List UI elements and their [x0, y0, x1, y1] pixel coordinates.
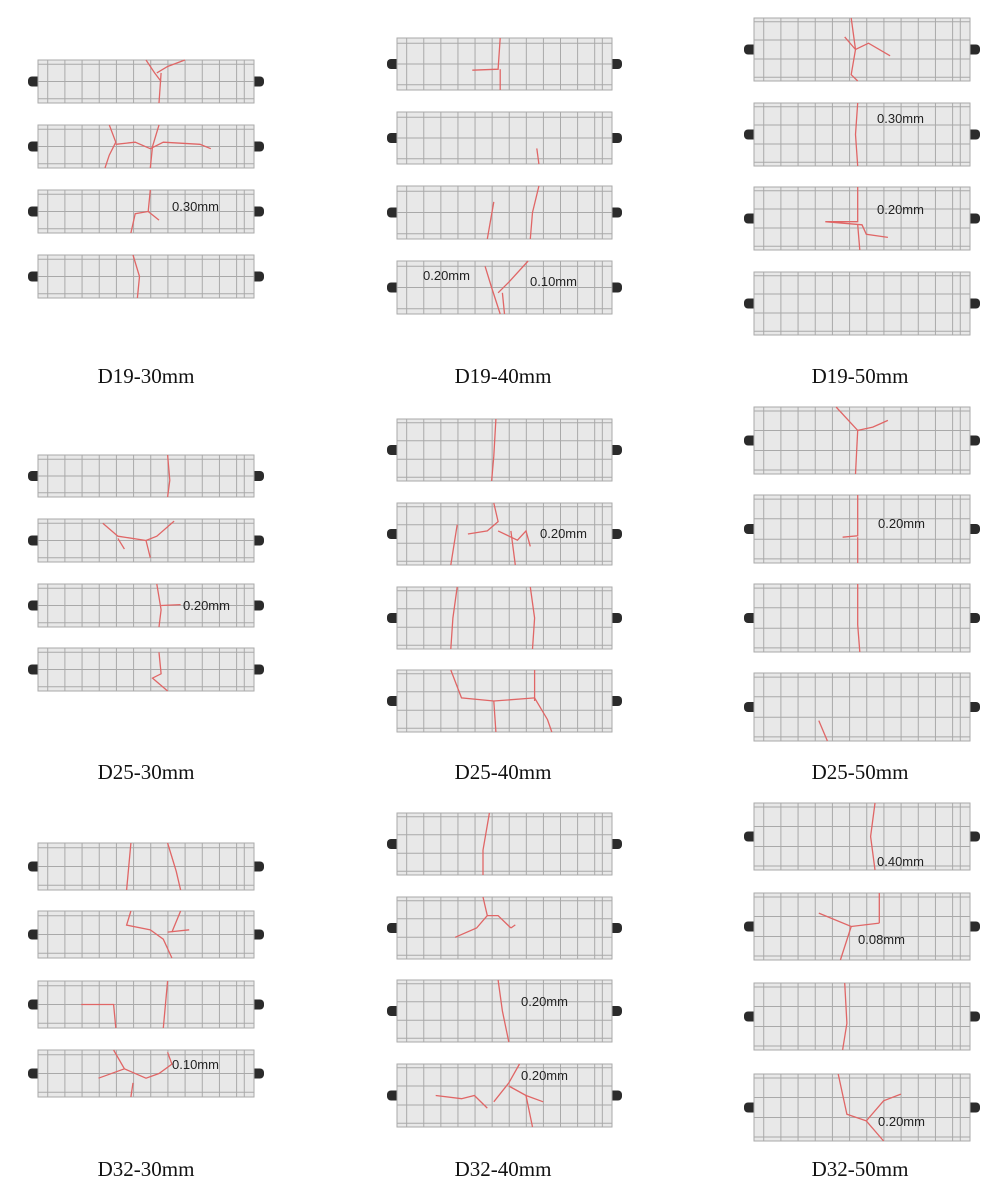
beam-panel: [387, 813, 622, 875]
beam-body: [397, 1064, 612, 1127]
caption-d32-40: D32-40mm: [454, 1157, 552, 1181]
beam-panel: [387, 186, 622, 239]
crack-line: [161, 605, 181, 606]
beam-panel: [744, 803, 980, 870]
beam-body: [754, 103, 970, 166]
beam-panel: [28, 648, 264, 691]
beam-panel: [28, 981, 264, 1028]
beam-body: [754, 1074, 970, 1141]
caption-d19-50: D19-50mm: [811, 364, 909, 388]
beam-panel: [387, 38, 622, 90]
beam-panel: [387, 670, 622, 732]
beam-panel: [387, 112, 622, 164]
beam-panel: [744, 584, 980, 652]
crack-width-label: 0.20mm: [540, 526, 587, 541]
beam-panel: [744, 407, 980, 474]
caption-d25-50: D25-50mm: [811, 760, 909, 784]
beam-body: [754, 893, 970, 960]
crack-width-label: 0.20mm: [521, 1068, 568, 1083]
beam-body: [397, 419, 612, 481]
beam-body: [754, 673, 970, 741]
beam-body: [397, 587, 612, 649]
beam-panel: [28, 190, 264, 233]
beam-panel: [387, 897, 622, 959]
beam-panel: [744, 272, 980, 335]
beam-body: [397, 813, 612, 875]
beam-panel: [744, 893, 980, 960]
beam-body: [754, 407, 970, 474]
beam-body: [754, 495, 970, 563]
crack-width-label: 0.20mm: [423, 268, 470, 283]
crack-width-label: 0.08mm: [858, 932, 905, 947]
beam-panel: [28, 1050, 264, 1097]
beam-panel: [744, 1074, 980, 1141]
beam-panel: [744, 103, 980, 166]
beam-panel: [387, 980, 622, 1042]
caption-d25-30: D25-30mm: [97, 760, 195, 784]
beam-body: [397, 897, 612, 959]
beam-panel: [28, 519, 264, 562]
beam-panel: [387, 1064, 622, 1127]
crack-width-label: 0.20mm: [521, 994, 568, 1009]
beam-body: [754, 983, 970, 1050]
beam-panel: [28, 60, 264, 103]
crack-width-label: 0.20mm: [183, 598, 230, 613]
caption-d19-40: D19-40mm: [454, 364, 552, 388]
crack-width-label: 0.10mm: [530, 274, 577, 289]
caption-d25-40: D25-40mm: [454, 760, 552, 784]
beam-panel: [28, 911, 264, 958]
crack-width-label: 0.30mm: [172, 199, 219, 214]
caption-d19-30: D19-30mm: [97, 364, 195, 388]
beam-body: [754, 803, 970, 870]
beam-panel: [744, 18, 980, 81]
crack-width-label: 0.20mm: [877, 202, 924, 217]
beam-panel: [28, 455, 264, 497]
beam-body: [754, 272, 970, 335]
beam-panel: [744, 187, 980, 250]
beam-body: [754, 187, 970, 250]
beam-panel: [744, 983, 980, 1050]
crack-width-label: 0.40mm: [877, 854, 924, 869]
beam-panel: [744, 495, 980, 563]
beam-body: [754, 18, 970, 81]
beam-panel: [387, 587, 622, 649]
beam-body: [397, 980, 612, 1042]
beam-body: [754, 584, 970, 652]
beam-panel: [28, 255, 264, 298]
beam-panel: [744, 673, 980, 741]
beam-panel: [387, 419, 622, 481]
beam-body: [397, 670, 612, 732]
crack-width-label: 0.10mm: [172, 1057, 219, 1072]
beam-panel: [28, 843, 264, 890]
caption-d32-50: D32-50mm: [811, 1157, 909, 1181]
beam-panel: [28, 125, 264, 168]
crack-width-label: 0.30mm: [877, 111, 924, 126]
crack-width-label: 0.20mm: [878, 516, 925, 531]
caption-d32-30: D32-30mm: [97, 1157, 195, 1181]
crack-width-label: 0.20mm: [878, 1114, 925, 1129]
